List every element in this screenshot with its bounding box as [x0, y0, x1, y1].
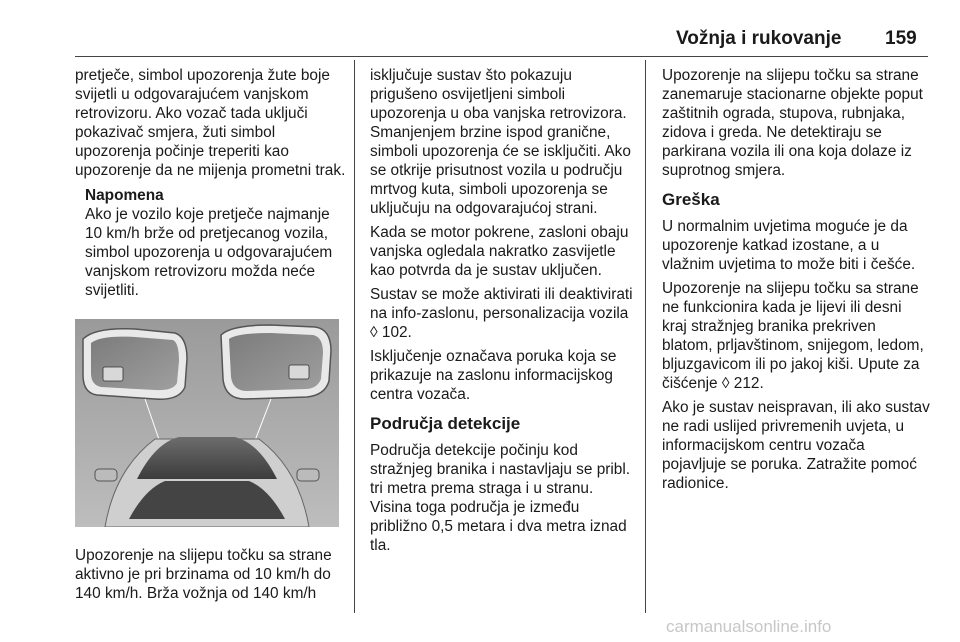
section-heading-detection-zones: Područja detekcije: [370, 414, 521, 433]
watermark: carmanualsonline.info: [666, 617, 832, 636]
column-1: [75, 66, 347, 300]
header-title: Vožnja i rukovanje: [676, 28, 842, 49]
column-3: [662, 66, 930, 498]
col3-paragraph-2: U normalnim uvjetima moguće je da upozorenje katkad izostane, a u vlažnim uvjetima to može biti i češće.: [662, 218, 916, 273]
page-number: 159: [885, 28, 917, 49]
col2-paragraph-1: isključuje sustav što pokazuju prigušeno osvijetljeni simboli upozorenja u oba vanjska retrovizora. Smanjenjem brzine ispod granične, simboli upozorenja će se isključiti. Ako se otkrije prisutnost vozila u području mrtvog kuta, simboli upozorenja se uključuju na odgovarajućoj strani.: [370, 67, 631, 217]
blind-spot-mirror-figure: [75, 319, 339, 527]
note-text: Ako je vozilo koje pretječe najmanje 10 km/h brže od pretjecanog vozila, simbol upozorenja u odgovarajućem vanjskom retrovizoru možda neće svijetliti.: [85, 206, 333, 299]
col1-paragraph-1: pretječe, simbol upozorenja žute boje svijetli u odgovarajućem vanjskom retrovizoru. Ako vozač tada uključi pokazivač smjera, žuti simbol upozorenja počinje treperiti kao upozorenje da ne mijenja prometni trak.: [75, 67, 346, 179]
col3-paragraph-3: Upozorenje na slijepu točku sa strane ne funkcionira kada je lijevi ili desni kraj stražnjeg branika prekriven blatom, prljavštinom, snijegom, ledom, bljuzgavicom ili po jakoj kiši. Upute za čišćenje ◊ 212.: [662, 280, 924, 392]
figure-caption: [75, 546, 347, 603]
column-divider-1: [354, 60, 355, 613]
header-rule: [75, 56, 928, 57]
section-heading-fault: Greška: [662, 190, 720, 209]
col2-paragraph-4: Isključenje označava poruka koja se prikazuje na zaslonu informacijskog centra vozača.: [370, 348, 617, 403]
col3-paragraph-4: Ako je sustav neispravan, ili ako sustav ne radi uslijed privremenih uvjeta, u informacijskom centru vozača pojavljuje se poruka. Zatražite pomoć radionice.: [662, 399, 930, 492]
note-heading: Napomena: [85, 187, 164, 204]
col2-paragraph-5: Područja detekcije počinju kod stražnjeg branika i nastavljaju se pribl. tri metra prema straga i u stranu. Visina toga područja je između približno 0,5 metara i dva metra iznad tla.: [370, 442, 631, 554]
left-mirror: [83, 329, 187, 400]
col2-paragraph-3: Sustav se može aktivirati ili deaktivirati na info-zaslonu, personalizacija vozila ◊ 102.: [370, 286, 633, 341]
note-box: [85, 186, 347, 300]
col3-paragraph-1: Upozorenje na slijepu točku sa strane zanemaruje stacionarne objekte poput zaštitnih ograda, stupova, rubnjaka, zidova i greda. Ne detektiraju se parkirana vozila ili ona koja dolaze iz suprotnog smjera.: [662, 67, 923, 179]
left-mirror-warning-icon: [103, 367, 123, 381]
right-mirror: [221, 325, 331, 399]
col2-paragraph-2: Kada se motor pokrene, zasloni obaju vanjska ogledala nakratko zasvijetle kao potvrda da je sustav uključen.: [370, 224, 629, 279]
caption-text: Upozorenje na slijepu točku sa strane aktivno je pri brzinama od 10 km/h do 140 km/h. Brža vožnja od 140 km/h: [75, 547, 332, 602]
column-divider-2: [645, 60, 646, 613]
column-2: [370, 66, 636, 560]
right-mirror-warning-icon: [289, 365, 309, 379]
